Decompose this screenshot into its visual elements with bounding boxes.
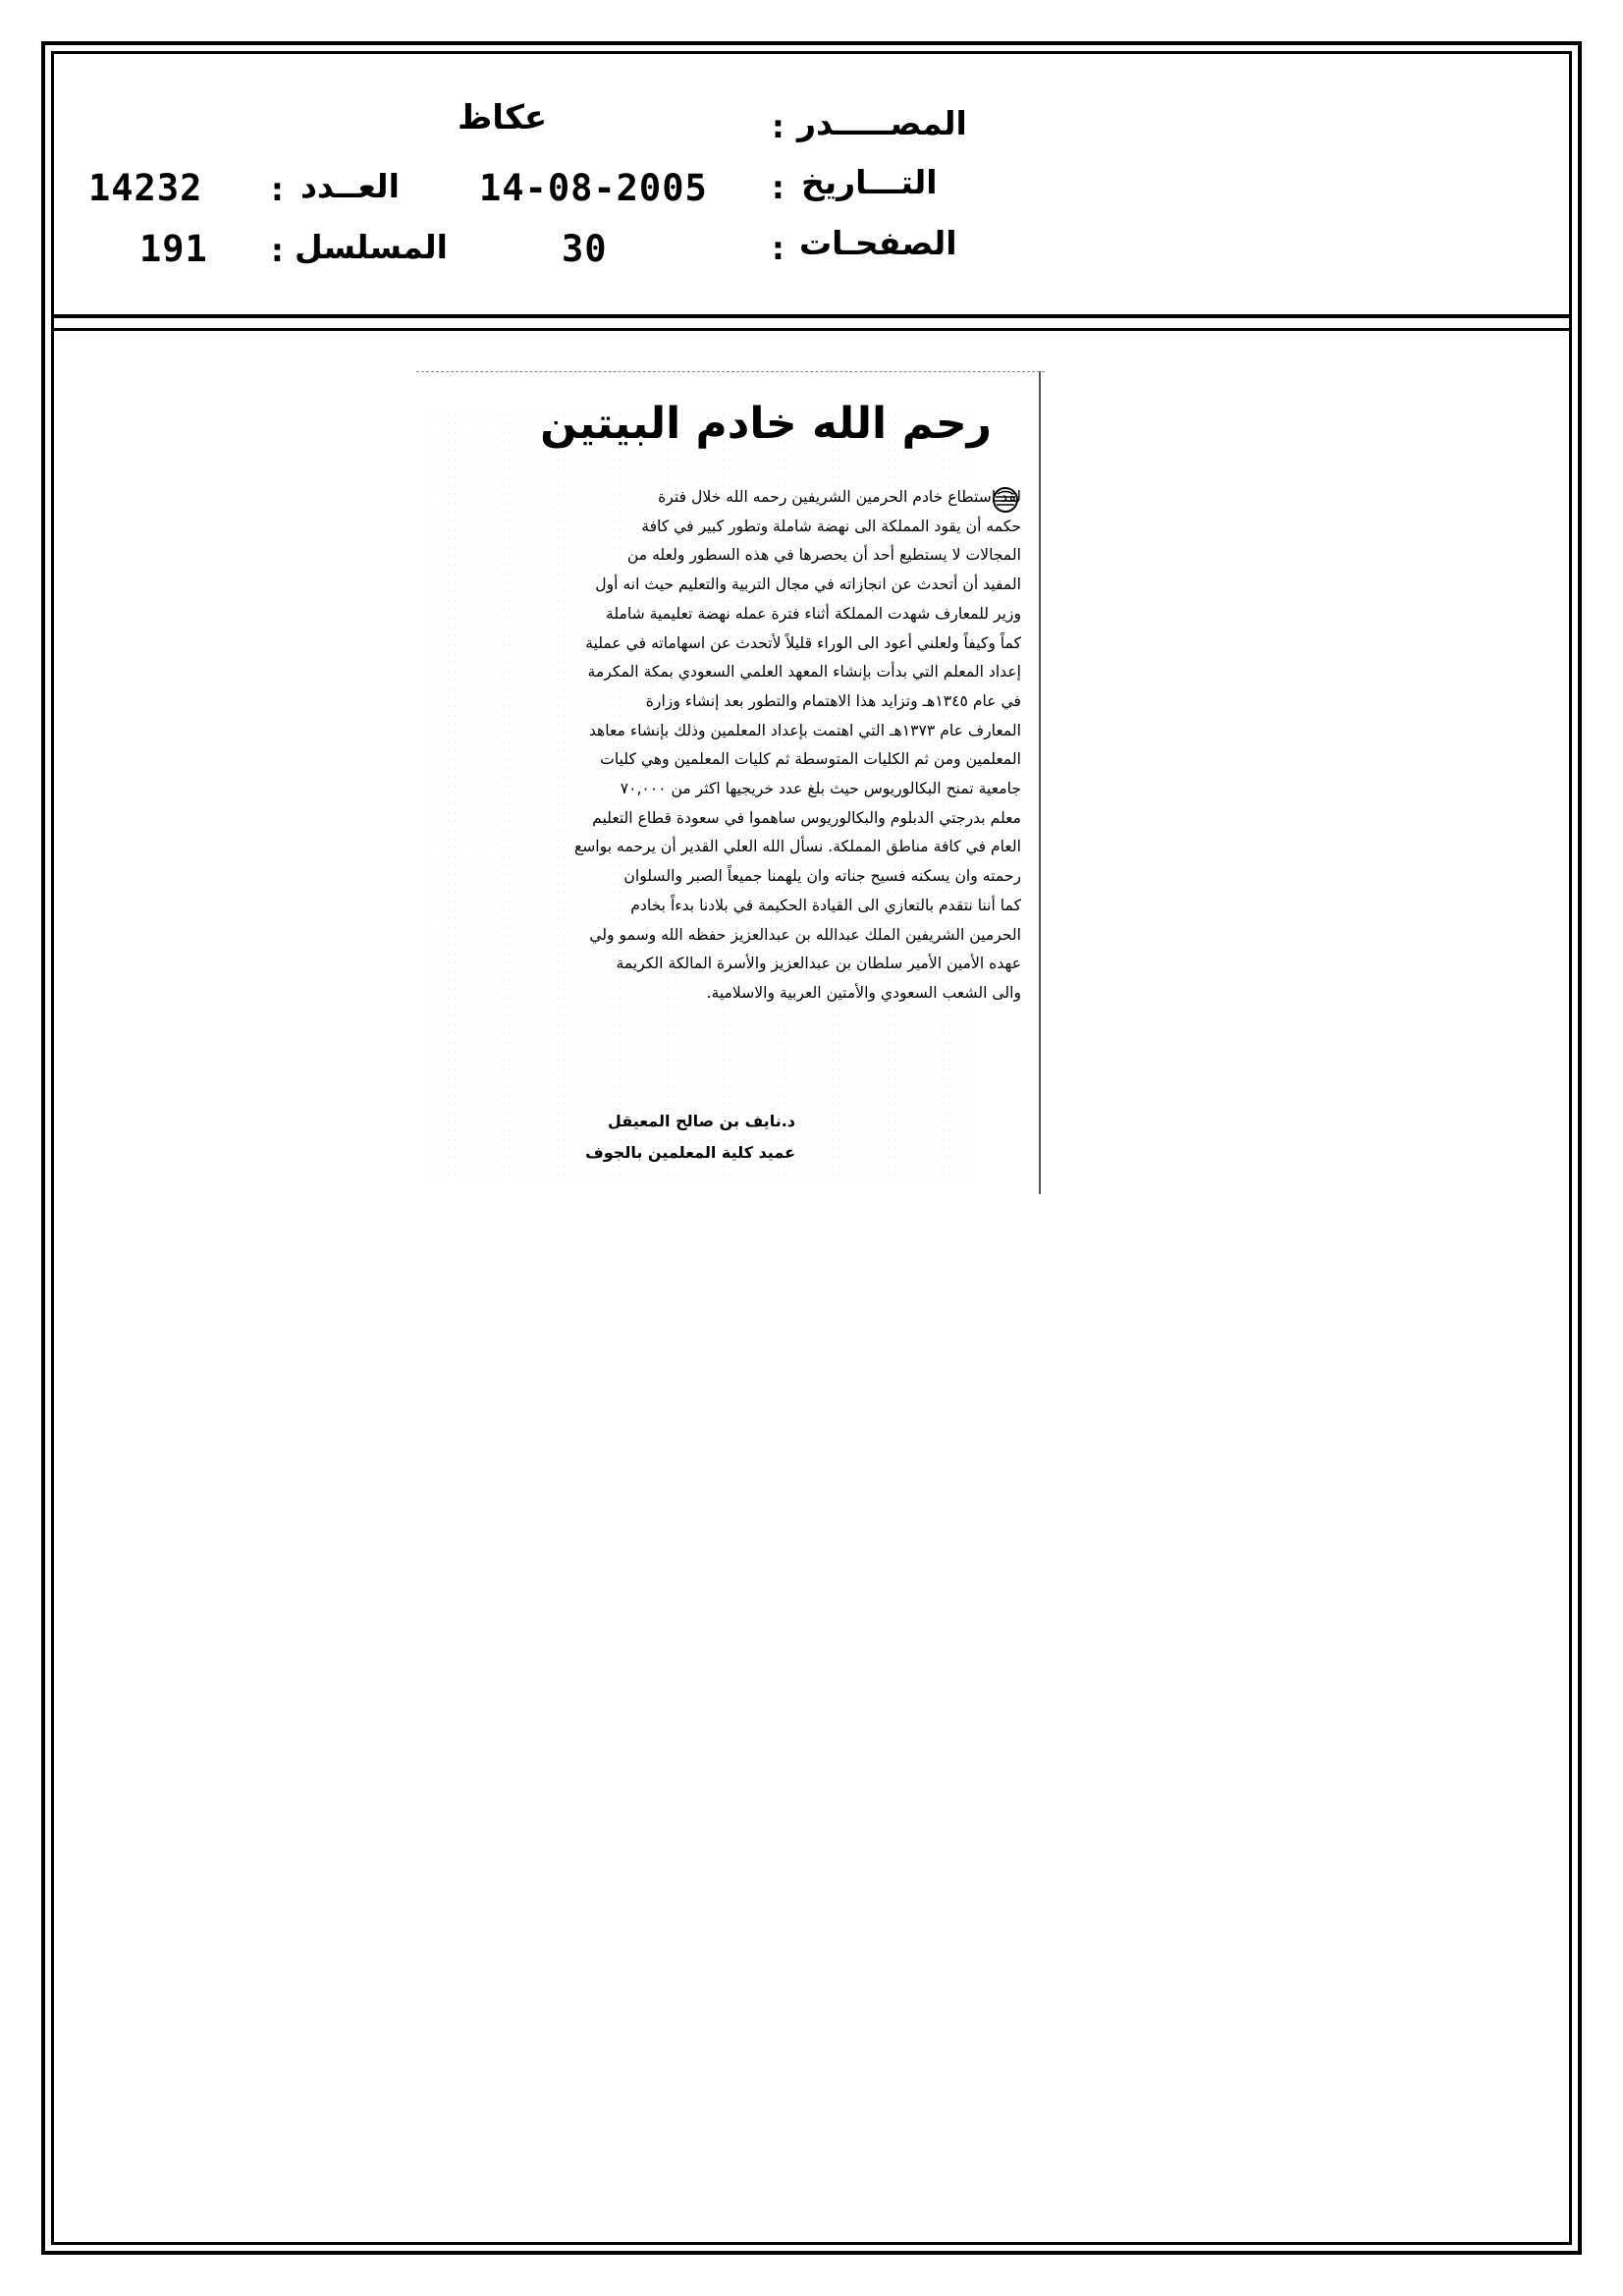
pages-value: 30 [562,228,608,270]
article-line: رحمته وان يسكنه فسيح جناته وان يلهمنا جميعاً الصبر والسلوان [623,867,1021,886]
date-value: 14-08-2005 [479,167,708,209]
source-label: المصـــــدر [797,104,967,142]
article-line: حكمه أن يقود المملكة الى نهضة شاملة وتطور كبير في كافة [641,517,1021,535]
source-colon: : [772,108,784,145]
clipping-right-edge [1039,371,1041,1194]
article-line: المجالات لا يستطيع أحد أن يحصرها في هذه السطور ولعله من [626,546,1021,565]
article-line: عهده الأمين الأمير سلطان بن عبدالعزيز والأسرة المالكة الكريمة [616,955,1021,973]
article-signature [585,1106,795,1169]
article-line: جامعية تمنح البكالوريوس حيث بلغ عدد خريجيها اكثر من ٧٠,٠٠٠ [620,780,1021,798]
header-divider [51,314,1572,318]
issue-colon: : [271,171,284,208]
article-line: لقد استطاع خادم الحرمين الشريفين رحمه الله خلال فترة [658,488,1021,506]
pages-label: الصفحـات [799,224,957,262]
article-line: المعلمين ومن ثم الكليات المتوسطة ثم كليات المعلمين وهي كليات [600,750,1021,769]
article-line: كما أننا نتقدم بالتعازي الى القيادة الحكيمة في بلادنا بدءاً بخادم [630,896,1021,914]
serial-value: 191 [139,228,208,270]
newspaper-clipping [416,371,1045,1194]
article-line: كماً وكيفاً ولعلني أعود الى الوراء قليلاً لأتحدث عن اسهاماته في عملية [585,633,1021,652]
source-value: عكاظ [458,98,548,137]
article-line: المفيد أن أتحدث عن انجازاته في مجال التربية والتعليم حيث انه أول [595,575,1021,594]
serial-colon: : [271,232,284,269]
signature-name: د.نايف بن صالح المعيقل [607,1112,795,1130]
serial-label: المسلسل [295,228,448,266]
article-line: في عام ١٣٤٥هـ وتزايد هذا الاهتمام والتطور بعد إنشاء وزارة [645,691,1021,710]
date-colon: : [772,169,784,206]
issue-value: 14232 [88,167,203,209]
issue-label: العــدد [300,167,400,205]
article-line: والى الشعب السعودي والأمتين العربية والاسلامية. [706,983,1021,1002]
article-body [422,483,1021,1009]
article-line: وزير للمعارف شهدت المملكة أثناء فترة عمله نهضة تعليمية شاملة [605,604,1021,623]
date-label: التـــاريخ [801,163,938,201]
article-title: رحم الله خادم البيتين [540,399,992,449]
article-line: إعداد المعلم التي بدأت بإنشاء المعهد العلمي السعودي بمكة المكرمة [587,663,1021,682]
header-divider-inner [51,328,1572,331]
article-line: العام في كافة مناطق المملكة. نسأل الله العلي القدير أن يرحمه بواسع [573,838,1021,856]
article-line: الحرمين الشريفين الملك عبدالله بن عبدالعزيز حفظه الله وسمو ولي [589,925,1021,944]
article-line: معلم بدرجتي الدبلوم والبكالوريوس ساهموا في سعودة قطاع التعليم [592,808,1021,827]
clipping-top-edge [416,371,1045,372]
signature-title: عميد كلية المعلمين بالجوف [585,1143,795,1162]
pages-colon: : [772,230,784,267]
article-line: المعارف عام ١٣٧٣هـ التي اهتمت بإعداد المعلمين وذلك بإنشاء معاهد [588,721,1021,739]
